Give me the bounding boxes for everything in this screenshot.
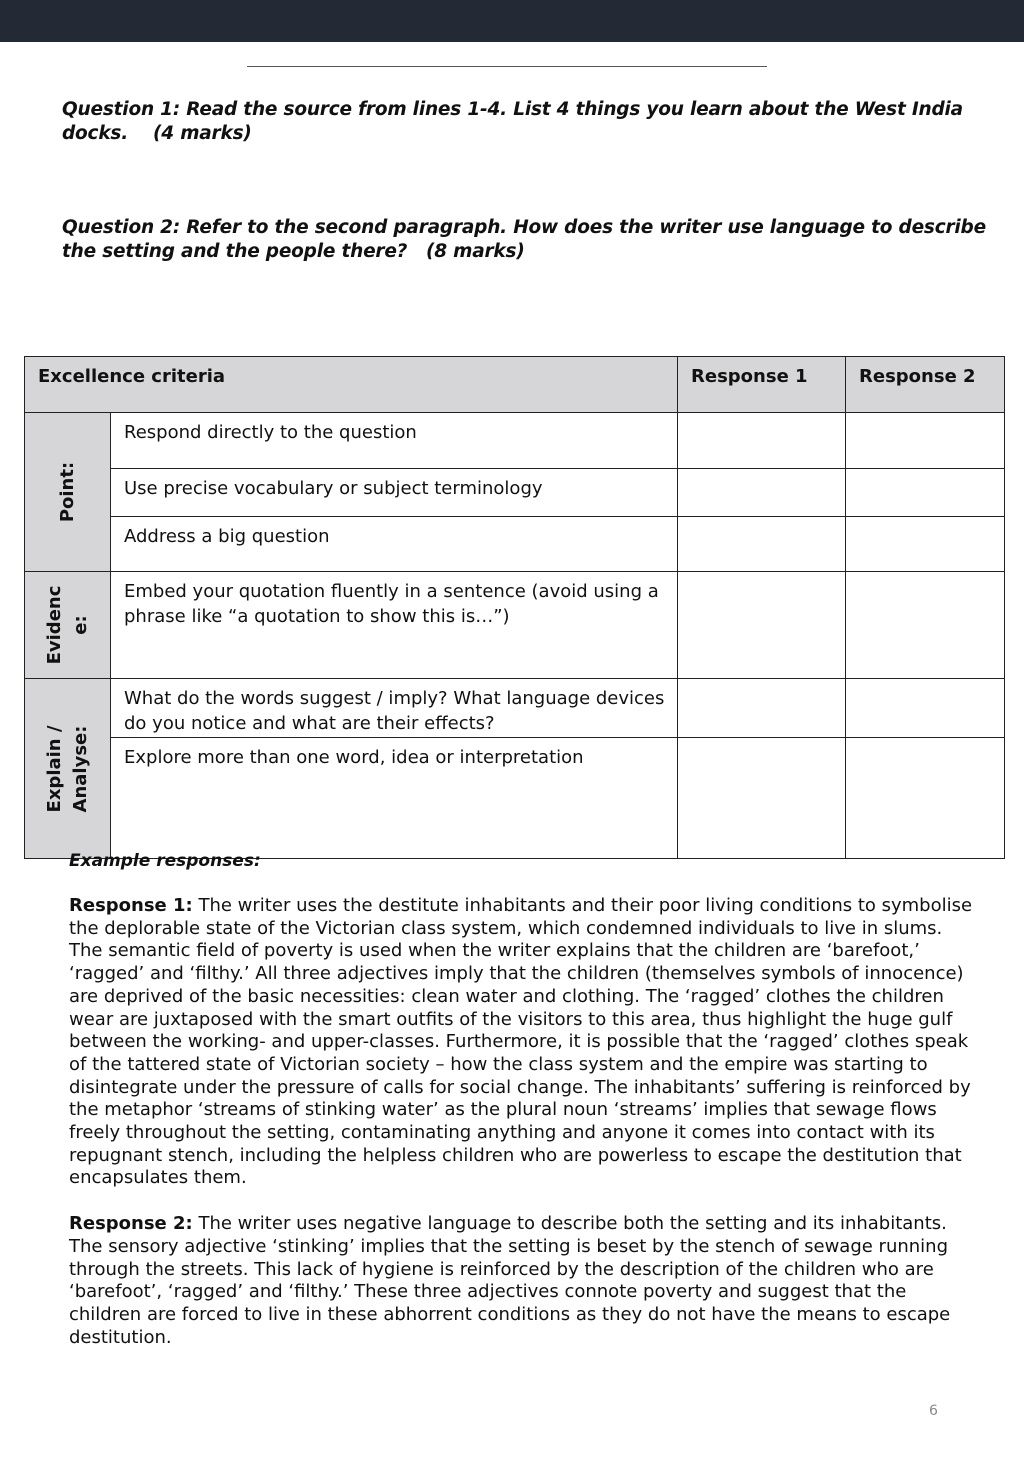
criterion-respond: Respond directly to the question xyxy=(111,413,678,469)
excellence-criteria-table xyxy=(24,356,1005,859)
group-evidence-label: Evidenc e: xyxy=(43,585,91,665)
criterion-embed-quotation: Embed your quotation fluently in a sentence (avoid using a phrase like “a quotation to show this is…”) xyxy=(111,572,678,679)
cell-r5-c1[interactable] xyxy=(678,679,846,738)
top-banner xyxy=(0,0,1024,42)
cell-r1-c2[interactable] xyxy=(846,413,1005,469)
cell-r4-c2[interactable] xyxy=(846,572,1005,679)
cell-r2-c2[interactable] xyxy=(846,469,1005,517)
criterion-big-question: Address a big question xyxy=(111,517,678,572)
group-explain-label: Explain / Analyse: xyxy=(43,725,91,812)
example-responses xyxy=(69,850,979,1349)
cell-r6-c2[interactable] xyxy=(846,738,1005,859)
response-1-text: The writer uses the destitute inhabitants and their poor living conditions to symbolise the deplorable state of the Victorian class system, which condemned individuals to live in slums. The semantic field of poverty is used when the writer explains that the children are ‘barefoot,’ ‘ragged’ and ‘filthy.’ All three adjectives imply that the children (themselves symbols of innocence) are deprived of the basic necessities: clean water and clothing. The ‘ragged’ clothes the children wear are juxtaposed with the smart outfits of the visitors to this area, thus highlight the huge gulf between the working- and upper-classes. Furthermore, it is possible that the ‘ragged’ clothes speak of the tattered state of Victorian society – how the class system and the empire was starting to disintegrate under the pressure of calls for social change. The inhabitants’ suffering is reinforced by the metaphor ‘streams of stinking water’ as the plural noun ‘streams’ implies that sewage flows freely throughout the setting, contaminating anything and anyone it comes into contact with its repugnant stench, including the helpless children who are powerless to escape the destitution that encapsulates them. xyxy=(69,895,973,1189)
header-criteria: Excellence criteria xyxy=(25,357,678,413)
question-1-marks-inline: (4 marks) xyxy=(153,123,252,144)
group-point-label: Point: xyxy=(56,461,78,523)
question-2-text: Question 2: Refer to the second paragraph. How does the writer use language to describe the setting and the people there? xyxy=(62,217,986,262)
criterion-vocabulary: Use precise vocabulary or subject terminology xyxy=(111,469,678,517)
cell-r3-c1[interactable] xyxy=(678,517,846,572)
cell-r1-c1[interactable] xyxy=(678,413,846,469)
question-1-text: Question 1: Read the source from lines 1-4. List 4 things you learn about the West India docks. xyxy=(62,99,963,144)
cell-r2-c1[interactable] xyxy=(678,469,846,517)
criterion-explore: Explore more than one word, idea or interpretation xyxy=(111,738,678,859)
group-point xyxy=(25,413,111,572)
header-response-2: Response 2 xyxy=(846,357,1005,413)
question-1 xyxy=(62,98,987,146)
page-number: 6 xyxy=(929,1403,938,1419)
question-2 xyxy=(62,216,987,264)
cell-r4-c1[interactable] xyxy=(678,572,846,679)
group-evidence xyxy=(25,572,111,679)
header-rule xyxy=(247,66,767,67)
cell-r6-c1[interactable] xyxy=(678,738,846,859)
response-1-paragraph xyxy=(69,895,979,1190)
examples-heading: Example responses: xyxy=(69,851,261,871)
cell-r3-c2[interactable] xyxy=(846,517,1005,572)
header-response-1: Response 1 xyxy=(678,357,846,413)
response-2-text: The writer uses negative language to describe both the setting and its inhabitants. The sensory adjective ‘stinking’ implies that the setting is beset by the stench of sewage running through the streets. This lack of hygiene is reinforced by the description of the children who are ‘barefoot’, ‘ragged’ and ‘filthy.’ These three adjectives connote poverty and suggest that the children are forced to live in these abhorrent conditions as they do not have the means to escape destitution. xyxy=(69,1213,951,1348)
criterion-words-suggest: What do the words suggest / imply? What language devices do you notice and what are their effects? xyxy=(111,679,678,738)
group-explain xyxy=(25,679,111,859)
cell-r5-c2[interactable] xyxy=(846,679,1005,738)
response-1-label: Response 1: xyxy=(69,895,193,916)
response-2-paragraph xyxy=(69,1213,979,1349)
question-2-marks: (8 marks) xyxy=(425,241,525,262)
response-2-label: Response 2: xyxy=(69,1213,193,1235)
